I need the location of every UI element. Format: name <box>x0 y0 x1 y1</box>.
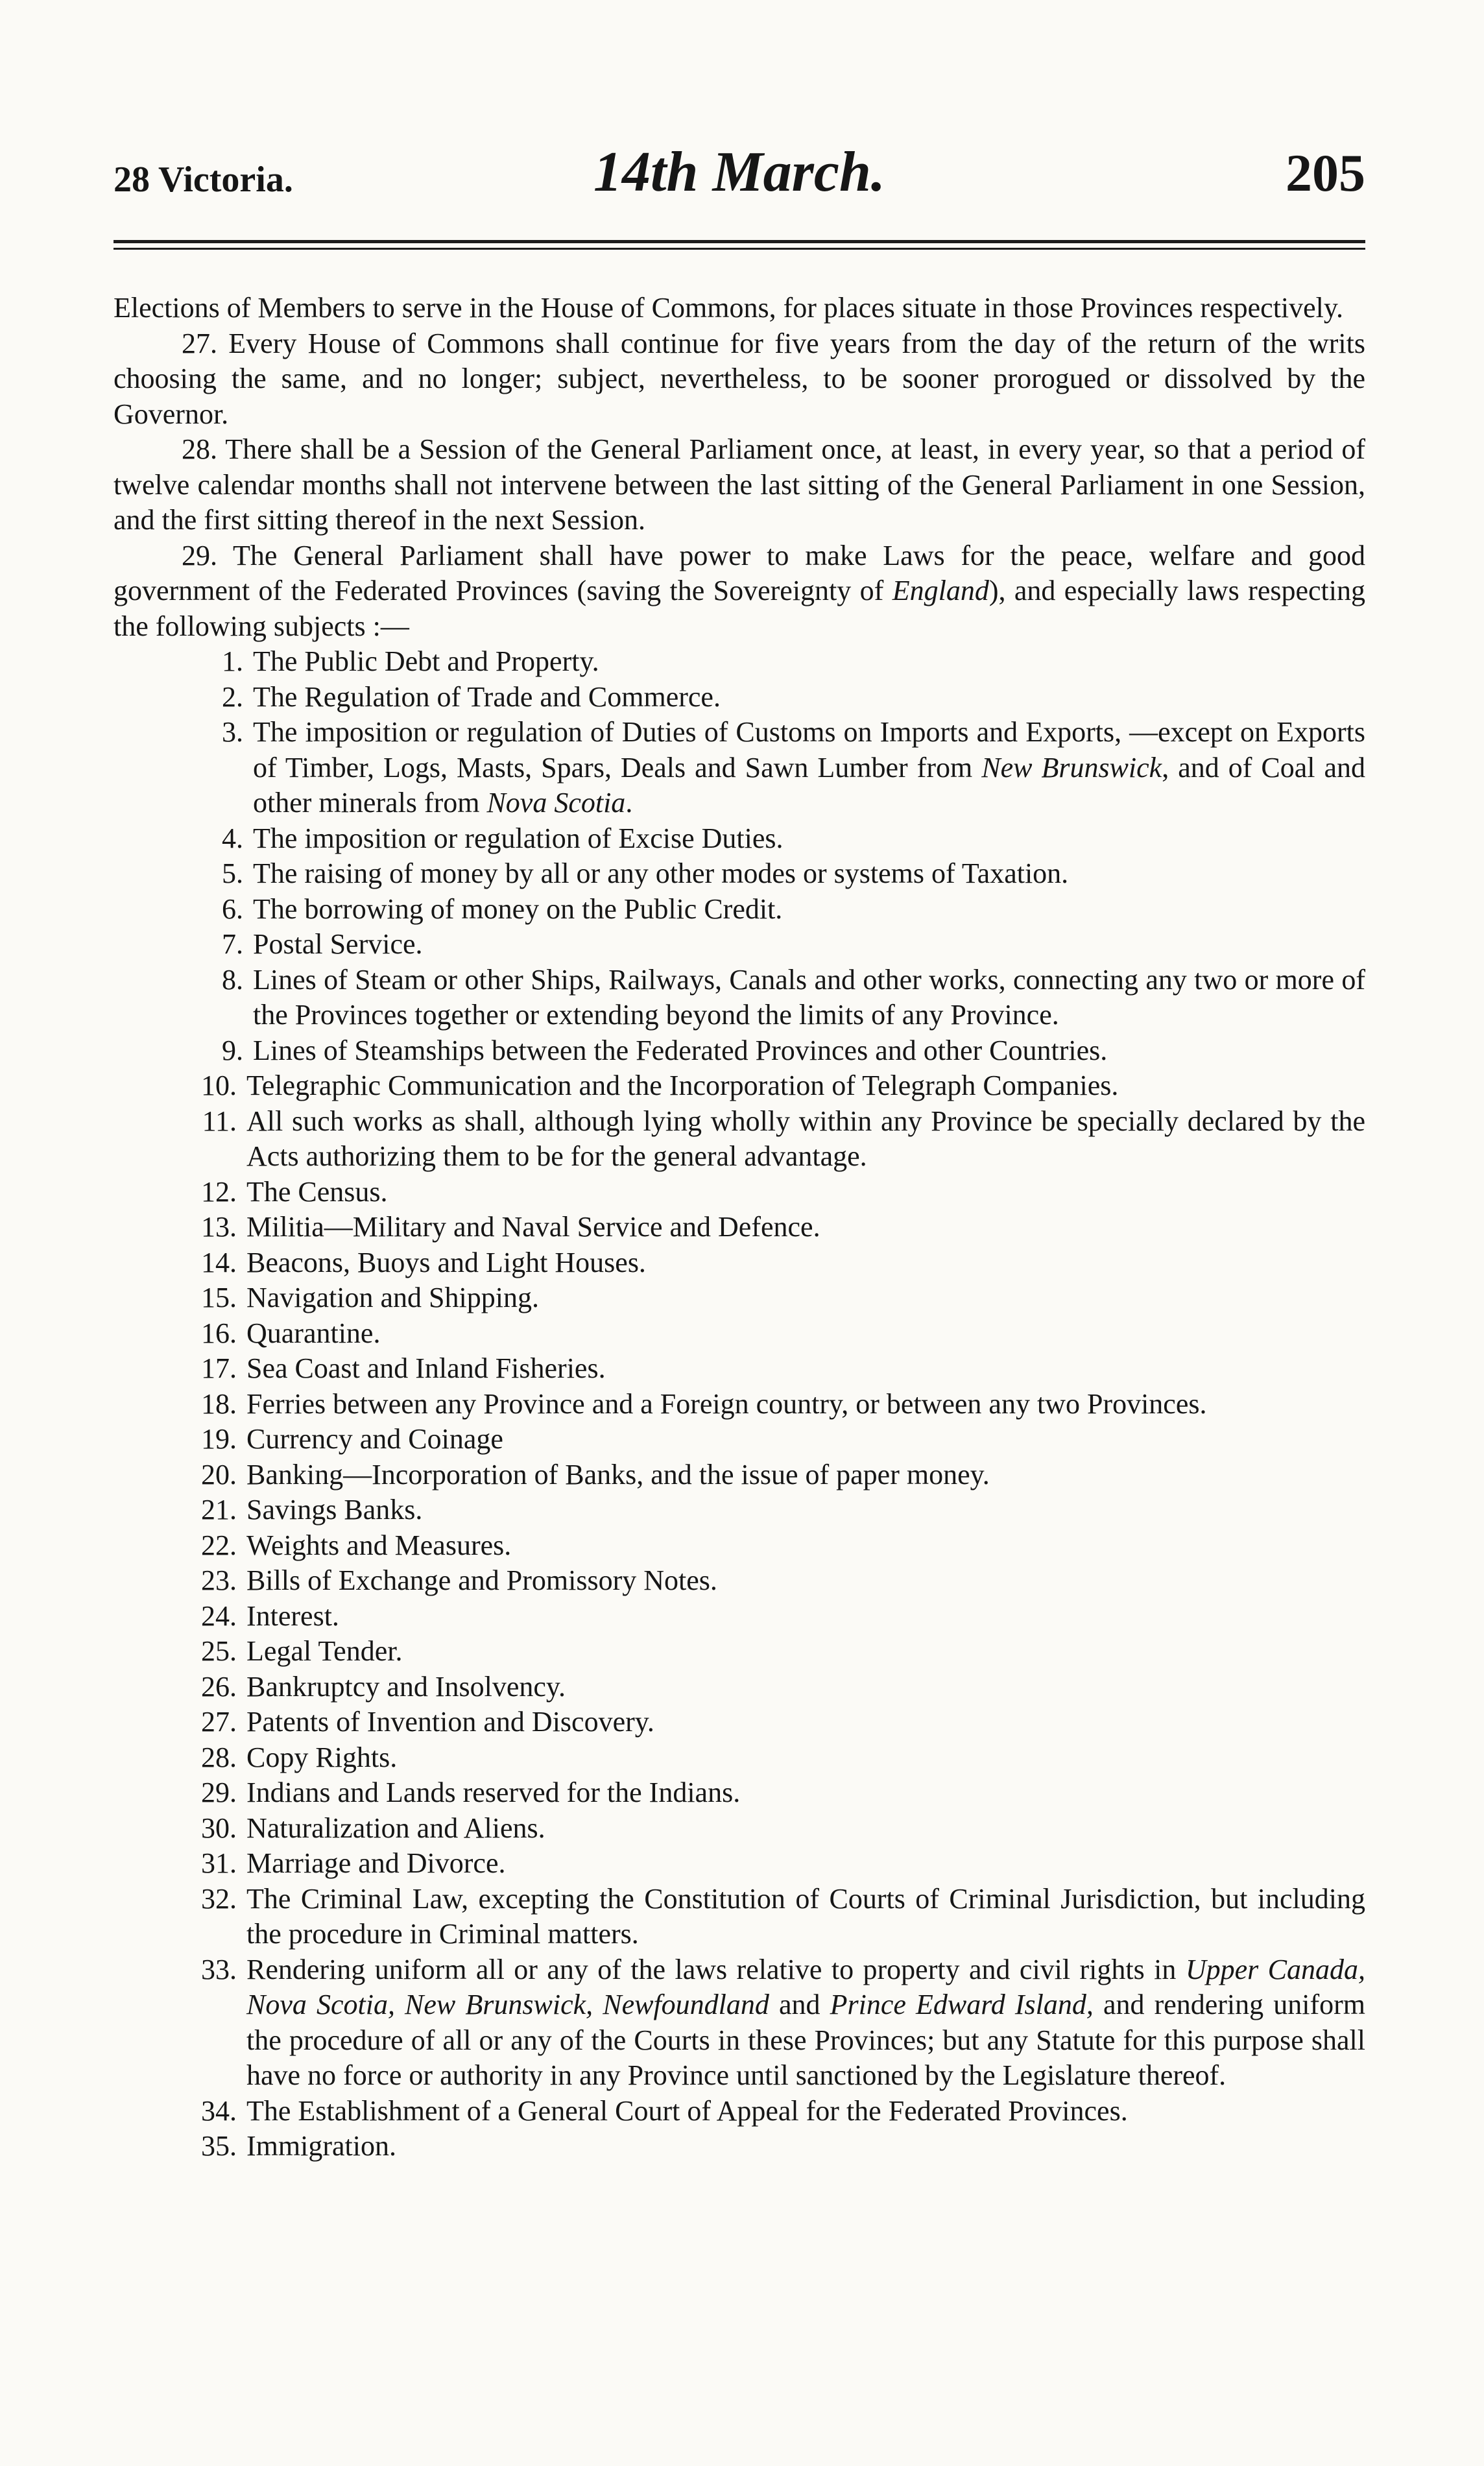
list-item: 19. Currency and Coinage <box>201 1423 503 1455</box>
list-item: 10. Telegraphic Communication and the Incorporation of Telegraph Companies. <box>201 1070 1119 1101</box>
page-number: 205 <box>1286 143 1365 202</box>
running-head-left: 28 Victoria. <box>114 160 293 200</box>
header-rule <box>114 240 1365 243</box>
list-item: 29. Indians and Lands reserved for the Indians. <box>201 1777 741 1808</box>
list-item: 16. Quarantine. <box>201 1317 381 1349</box>
list-item: 34. The Establishment of a General Court of Appeal for the Federated Provinces. <box>201 2094 1128 2127</box>
list-item: 3. The imposition or regulation of Duties of Customs on Imports and Exports, —except on Exports of Timber, Logs, Masts, Spars, Deals and Sawn Lumber from New Brunswick, and of Coal and other minerals from Nova Scotia. <box>222 716 1365 819</box>
list-item: 35. Immigration. <box>201 2130 396 2162</box>
paragraph-27: 27. Every House of Commons shall continue for five years from the day of the return of the writs choosing the same, and no longer; subject, nevertheless, to be sooner prorogued or dissolved by the Governor. <box>114 327 1365 430</box>
list-item: 30. Naturalization and Aliens. <box>201 1812 545 1844</box>
page-body <box>114 291 1365 2164</box>
paragraph-continued: Elections of Members to serve in the House of Commons, for places situate in those Provinces respectively. <box>114 292 1344 324</box>
list-item: 33. Rendering uniform all or any of the laws relative to property and civil rights in Upper Canada, Nova Scotia, New Brunswick, Newfoundland and Prince Edward Island, and rendering uniform the procedure of all or any of the Courts in these Provinces; but any Statute for this purpose shall have no force or authority in any Province until sanctioned by the Legislature thereof. <box>201 1953 1366 2091</box>
page-header <box>114 139 1365 204</box>
list-item: 32. The Criminal Law, excepting the Constitution of Courts of Criminal Jurisdiction, but including the procedure in Criminal matters. <box>201 1882 1365 1950</box>
list-item: 26. Bankruptcy and Insolvency. <box>201 1670 566 1703</box>
header-rule-thin <box>114 248 1365 250</box>
running-head-date: 14th March. <box>593 141 885 204</box>
list-item: 18. Ferries between any Province and a Foreign country, or between any two Provinces. <box>201 1387 1207 1420</box>
list-item: 17. Sea Coast and Inland Fisheries. <box>201 1352 606 1384</box>
list-item: 14. Beacons, Buoys and Light Houses. <box>201 1246 646 1278</box>
list-item: 6. The borrowing of money on the Public Credit. <box>222 892 783 925</box>
list-item: 21. Savings Banks. <box>201 1494 423 1526</box>
subjects-list <box>114 644 1365 2164</box>
list-item: 11. All such works as shall, although lying wholly within any Province be specially declared by the Acts authorizing them to be for the general advantage. <box>202 1105 1365 1172</box>
list-item: 27. Patents of Invention and Discovery. <box>201 1706 654 1738</box>
list-item: 31. Marriage and Divorce. <box>201 1847 506 1879</box>
list-item: 5. The raising of money by all or any other modes or systems of Taxation. <box>222 857 1069 889</box>
list-item: 13. Militia—Military and Naval Service and Defence. <box>201 1211 820 1243</box>
list-item: 1. The Public Debt and Property. <box>222 645 599 677</box>
list-item: 8. Lines of Steam or other Ships, Railways, Canals and other works, connecting any two or more of the Provinces together or extending beyond the limits of any Province. <box>222 963 1365 1031</box>
list-item: 23. Bills of Exchange and Promissory Notes. <box>201 1564 717 1596</box>
list-item: 12. The Census. <box>201 1175 388 1208</box>
list-item: 4. The imposition or regulation of Excise Duties. <box>222 822 784 854</box>
list-item: 20. Banking—Incorporation of Banks, and the issue of paper money. <box>201 1458 990 1490</box>
paragraph-28: 28. There shall be a Session of the General Parliament once, at least, in every year, so that a period of twelve calendar months shall not intervene between the last sitting of the General Parliament in one Session, and the first sitting thereof in the next Session. <box>114 433 1365 536</box>
list-item: 28. Copy Rights. <box>201 1741 398 1773</box>
list-item: 22. Weights and Measures. <box>201 1529 512 1561</box>
list-item: 24. Interest. <box>201 1599 339 1632</box>
list-item: 25. Legal Tender. <box>201 1635 403 1667</box>
paragraph-29: 29. The General Parliament shall have power to make Laws for the peace, welfare and good government of the Federated Provinces (saving the Sovereignty of England), and especially laws respecting the following subjects :— <box>114 539 1365 642</box>
list-item: 9. Lines of Steamships between the Federated Provinces and other Countries. <box>222 1034 1108 1066</box>
list-item: 7. Postal Service. <box>222 928 423 960</box>
list-item: 2. The Regulation of Trade and Commerce. <box>222 680 721 713</box>
list-item: 15. Navigation and Shipping. <box>201 1282 539 1313</box>
